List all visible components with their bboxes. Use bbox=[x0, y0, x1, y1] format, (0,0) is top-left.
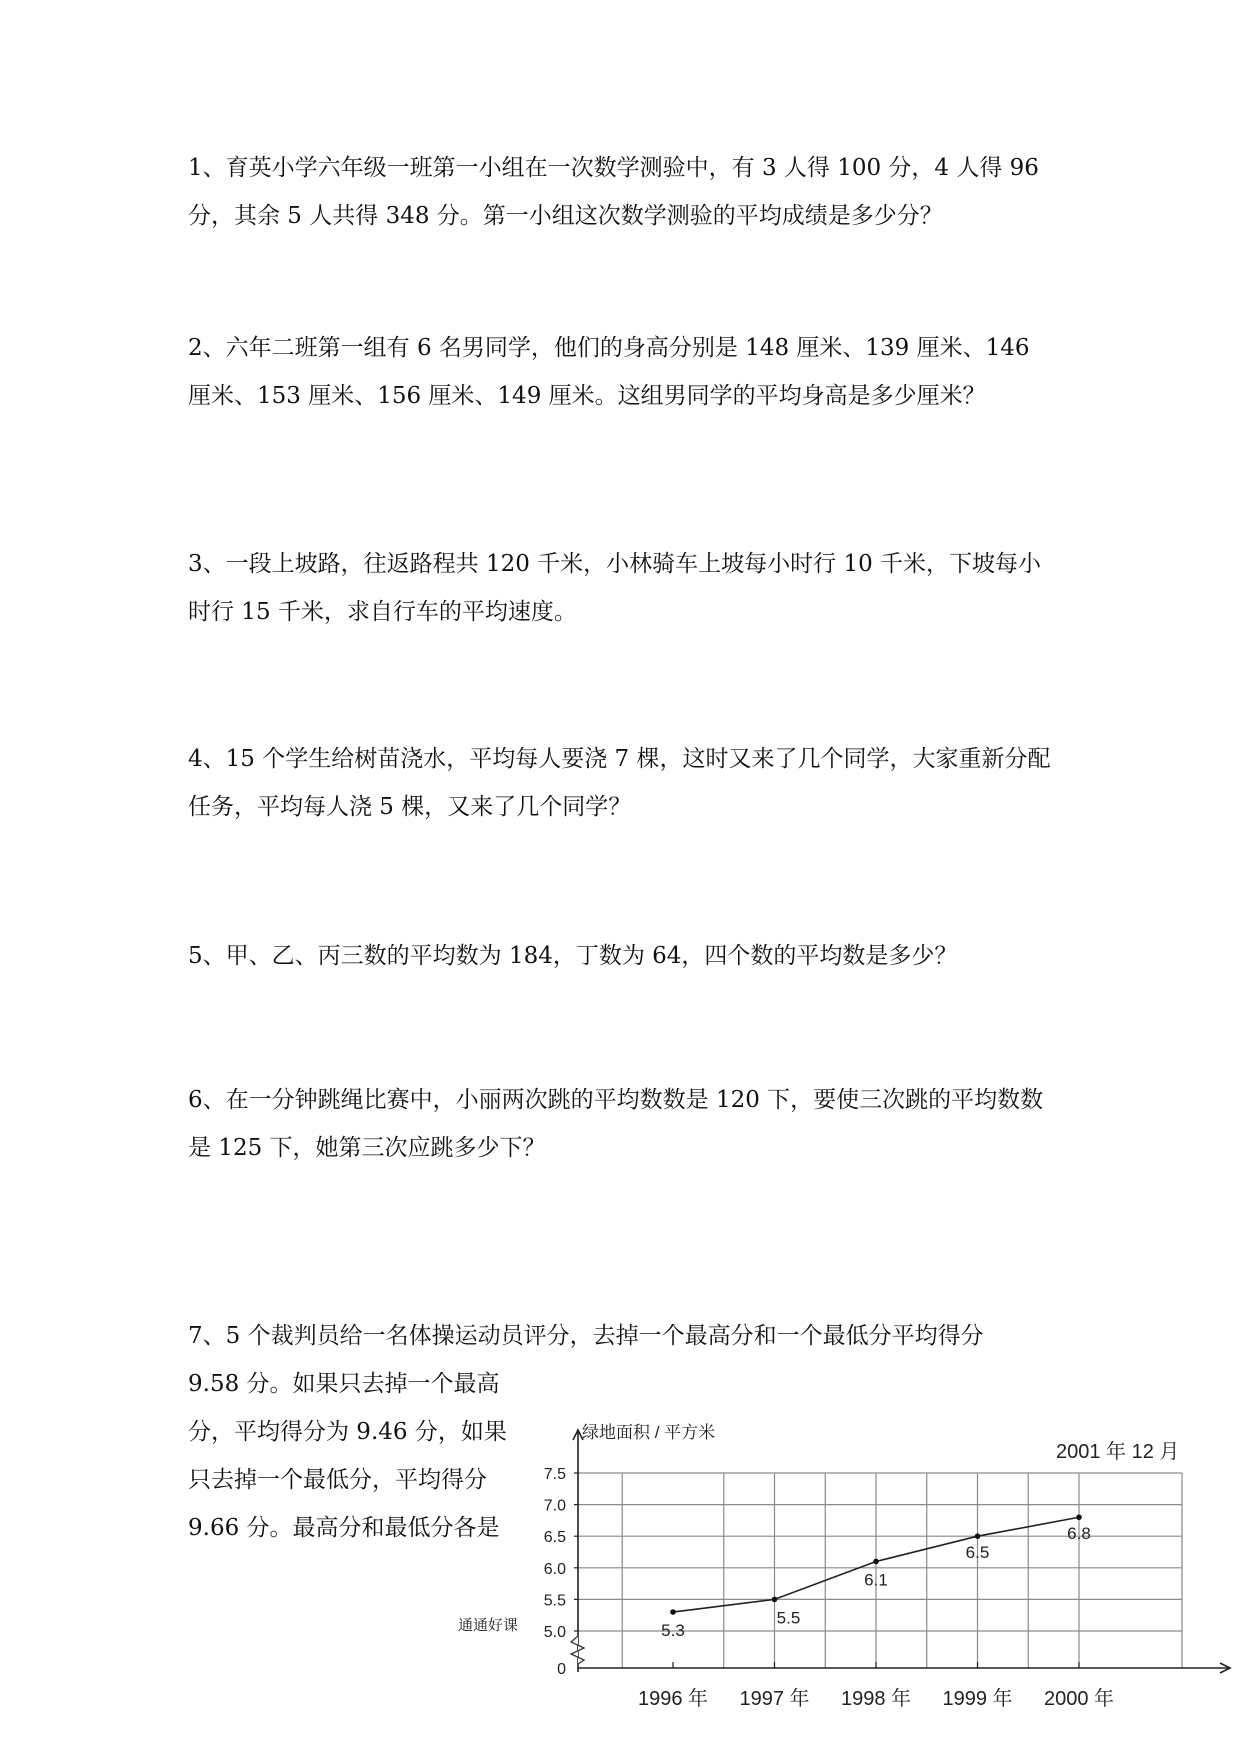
chart-annotation: 2001 年 12 月 bbox=[1056, 1441, 1180, 1463]
question-1: 1、育英小学六年级一班第一小组在一次数学测验中，有 3 人得 100 分，4 人得 96 分，其余 5 人共得 348 分。第一小组这次数学测验的平均成绩是多少分？ bbox=[188, 155, 1039, 229]
y-tick-label: 5.0 bbox=[543, 1624, 566, 1641]
data-label: 6.1 bbox=[864, 1570, 888, 1590]
y-axis-arrow bbox=[573, 1430, 583, 1440]
series-line bbox=[673, 1517, 1079, 1612]
question-3: 3、一段上坡路，往返路程共 120 千米，小林骑车上坡每小时行 10 千米，下坡每小时行 15 千米，求自行车的平均速度。 bbox=[188, 551, 1042, 625]
data-point bbox=[1076, 1514, 1082, 1520]
y-tick-label: 7.0 bbox=[543, 1497, 566, 1515]
data-point bbox=[670, 1609, 676, 1615]
y-axis-label: 绿地面积 / 平方米 bbox=[582, 1423, 716, 1442]
data-point bbox=[772, 1597, 778, 1603]
question-4: 4、15 个学生给树苗浇水，平均每人要浇 7 棵，这时又来了几个同学，大家重新分配任务，平均每人浇 5 棵，又来了几个同学？ bbox=[188, 746, 1051, 820]
chart-axes bbox=[544, 1430, 1230, 1710]
data-label: 6.8 bbox=[1067, 1524, 1091, 1544]
chart-grid bbox=[578, 1473, 1182, 1668]
data-point bbox=[975, 1533, 981, 1539]
question-5: 5、甲、乙、丙三数的平均数为 184，丁数为 64，四个数的平均数是多少？ bbox=[188, 943, 958, 969]
y-tick-label: 6.5 bbox=[543, 1529, 566, 1547]
question-7-line: 只去掉一个最低分，平均得分 bbox=[188, 1467, 487, 1493]
y-tick-label: 6.0 bbox=[543, 1560, 566, 1578]
watermark: 通通好课 bbox=[458, 1616, 519, 1634]
question-7-line: 7、5 个裁判员给一名体操运动员评分，去掉一个最高分和一个最低分平均得分 bbox=[188, 1323, 984, 1349]
data-label: 5.5 bbox=[776, 1608, 801, 1628]
question-7-line: 分，平均得分为 9.46 分，如果 bbox=[188, 1419, 507, 1445]
question-2: 2、六年二班第一组有 6 名男同学，他们的身高分别是 148 厘米、139 厘米、146 厘米、153 厘米、156 厘米、149 厘米。这组男同学的平均身高是多少厘米？ bbox=[188, 335, 1030, 409]
y-tick-label: 5.5 bbox=[543, 1592, 566, 1610]
axis-break bbox=[571, 1636, 584, 1664]
data-label: 6.5 bbox=[965, 1543, 990, 1563]
x-tick-label: 1999 年 bbox=[942, 1688, 1013, 1710]
x-tick-label: 1998 年 bbox=[840, 1688, 912, 1710]
y-tick-label: 7.5 bbox=[543, 1466, 566, 1483]
y-tick-label: 0 bbox=[557, 1661, 566, 1678]
question-7-line: 9.58 分。如果只去掉一个最高 bbox=[188, 1371, 500, 1397]
question-6: 6、在一分钟跳绳比赛中，小丽两次跳的平均数数是 120 下，要使三次跳的平均数数是 125 下，她第三次应跳多少下？ bbox=[188, 1087, 1044, 1161]
question-7-line: 9.66 分。最高分和最低分各是 bbox=[188, 1515, 500, 1541]
x-tick-label: 2000 年 bbox=[1043, 1688, 1115, 1710]
x-tick-label: 1996 年 bbox=[637, 1688, 709, 1710]
data-label: 5.3 bbox=[661, 1621, 685, 1641]
x-tick-label: 1997 年 bbox=[739, 1688, 810, 1710]
x-axis-arrow bbox=[1220, 1663, 1230, 1673]
data-point bbox=[873, 1559, 879, 1565]
chart-series bbox=[661, 1514, 1091, 1640]
